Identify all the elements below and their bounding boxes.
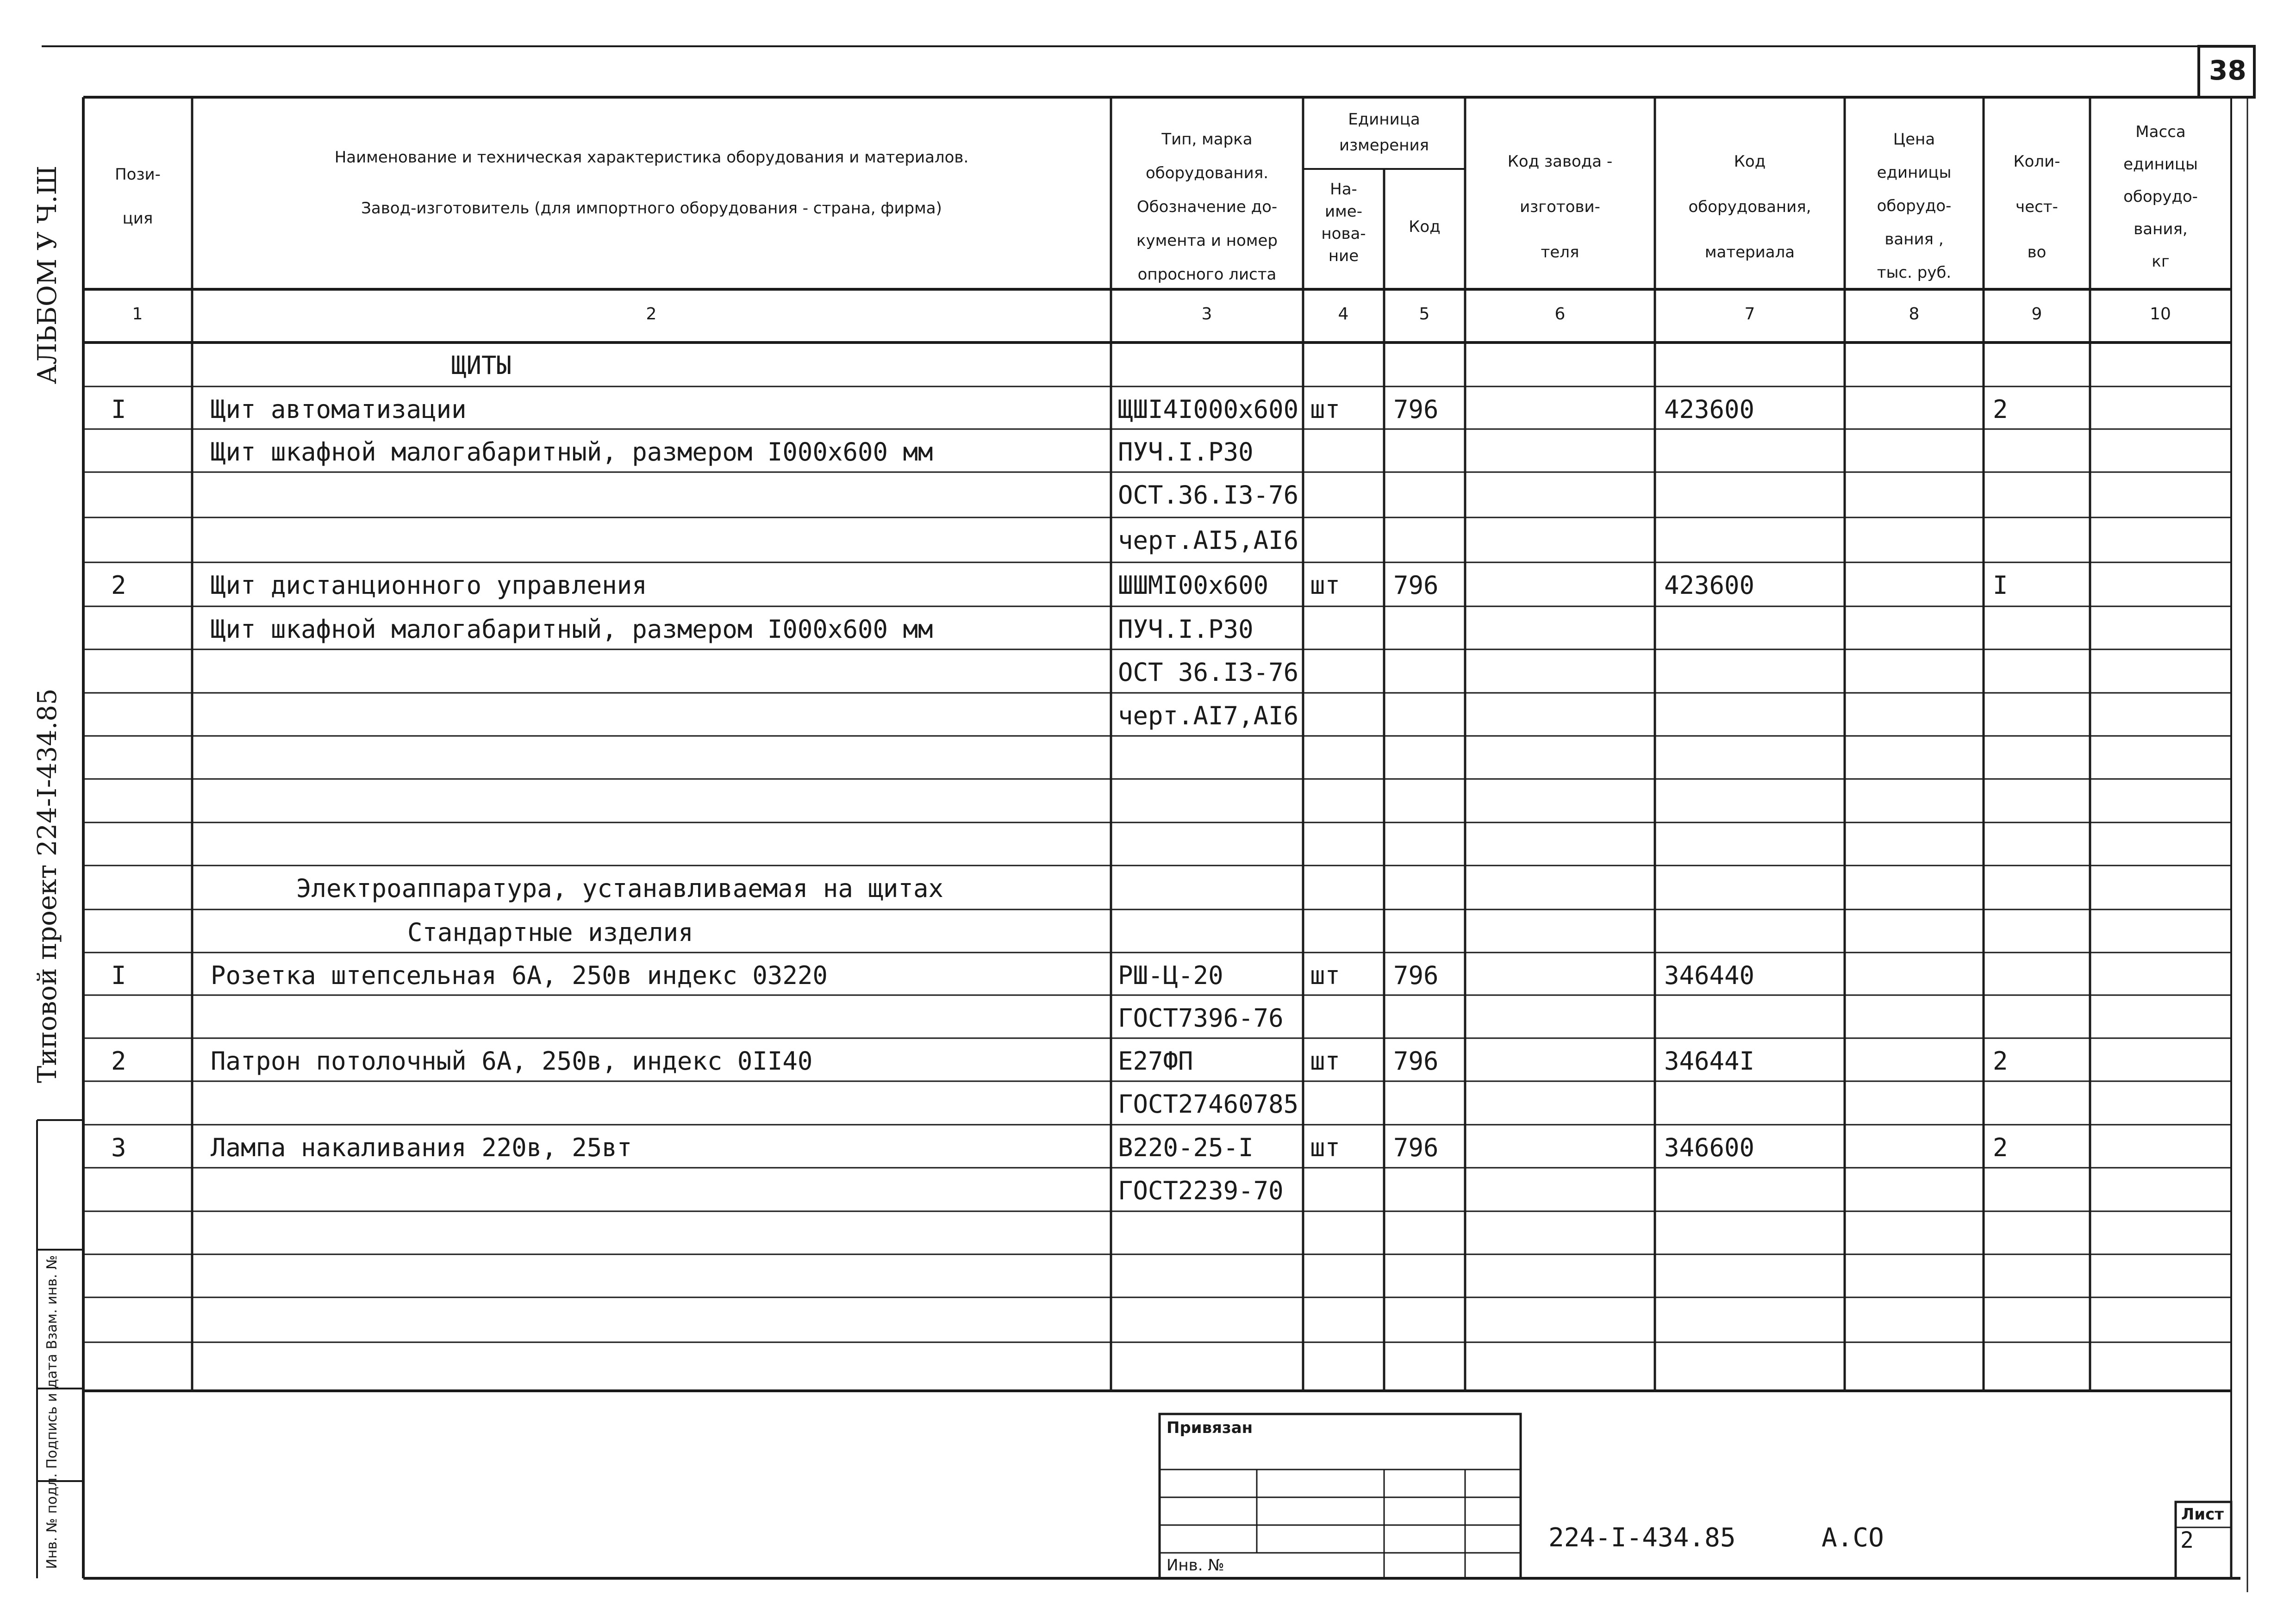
row-name: Щит дистанционного управления [211,571,647,600]
header-mass: Масса единицы оборудо- вания, кг [2123,123,2198,271]
column-number: 5 [1419,305,1430,324]
row-name: Щит шкафной малогабаритный, размером I000х600 мм [211,437,933,467]
header-name-line1: Наименование и техническая характеристика оборудования и материалов. [334,148,969,167]
header-equipment-code: Код оборудования, материала [1688,152,1811,262]
header-type: Тип, марка оборудования. Обозначение до- кумента и номер опросного листа [1136,130,1278,284]
row-quantity: 2 [1993,1046,2008,1076]
row-equipment-code: 346440 [1664,961,1755,990]
project-label: Типовой проект 224-I-434.85 [32,688,62,1083]
document-mark: А.СО [1822,1523,1884,1553]
row-type: ШШМI00х600 [1118,571,1269,600]
column-number: 4 [1338,305,1349,324]
column-number: 10 [2150,305,2171,324]
row-position: I [111,395,126,424]
header-price: Цена единицы оборудо- вания , тыс. руб. [1877,130,1952,282]
row-equipment-code: 34644I [1664,1046,1755,1076]
row-type: ОСТ 36.I3-76 [1118,658,1299,687]
margin-fields-label: Инв. № подл. Подпись и дата Взам. инв. № [44,1255,60,1569]
header-quantity: Коли- чест- во [2013,152,2060,262]
header-plant-code: Код завода - изготови- теля [1507,152,1613,262]
row-unit: шт [1310,395,1341,424]
header-unit-name: На- име- нова- ние [1321,180,1366,265]
column-number: 2 [646,305,657,324]
column-number: 6 [1554,305,1566,324]
row-type: ГОСТ2239-70 [1118,1176,1284,1205]
row-equipment-code: 423600 [1664,395,1755,424]
column-number: 9 [2031,305,2042,324]
row-name: Щит автоматизации [211,395,467,424]
row-quantity: 2 [1993,395,2008,424]
column-number: 8 [1909,305,1920,324]
row-unit-code: 796 [1393,1133,1439,1162]
row-type: Е27ФП [1118,1046,1193,1076]
row-unit: шт [1310,1133,1341,1162]
row-unit: шт [1310,571,1341,600]
row-quantity: 2 [1993,1133,2008,1162]
row-quantity: I [1993,571,2008,600]
row-unit-code: 796 [1393,395,1439,424]
row-type: ЩШI4I000х600 [1118,395,1299,424]
row-type: ОСТ.36.I3-76 [1118,480,1299,510]
page-number: 38 [2209,55,2246,86]
row-unit-code: 796 [1393,571,1439,600]
row-type: ГОСТ7396-76 [1118,1003,1284,1033]
row-unit-code: 796 [1393,1046,1439,1076]
column-number: 1 [132,305,143,324]
row-name: Стандартные изделия [407,918,693,947]
sheet-number: 2 [2180,1527,2194,1553]
stamp-inv-label: Инв. № [1167,1556,1224,1575]
row-type: черт.АI7,АI6 [1118,701,1299,730]
row-name: Электроаппаратура, устанавливаемая на щитах [296,874,943,903]
row-type: В220-25-I [1118,1133,1254,1162]
sheet-label: Лист [2181,1505,2224,1524]
row-type: РШ-Ц-20 [1118,961,1223,990]
header-unit-group: Единица измерения [1339,110,1429,155]
row-position: I [111,961,126,990]
stamp-linked-label: Привязан [1167,1419,1253,1437]
column-number: 7 [1744,305,1755,324]
row-equipment-code: 346600 [1664,1133,1755,1162]
header-unit-code: Код [1409,218,1441,236]
row-unit: шт [1310,1046,1341,1076]
row-type: ГОСТ27460785 [1118,1090,1299,1119]
row-name: Лампа накаливания 220в, 25вт [211,1133,632,1162]
album-label: АЛЬБОМ У Ч.Ш [32,165,62,384]
header-name-line2: Завод-изготовитель (для импортного оборудования - страна, фирма) [361,199,942,218]
row-position: 2 [111,1046,126,1076]
row-unit: шт [1310,961,1341,990]
row-name: Щит шкафной малогабаритный, размером I000х600 мм [211,615,933,644]
header-position: Пози- ция [115,165,161,228]
row-type: ПУЧ.I.Р30 [1118,615,1254,644]
row-name: ЩИТЫ [451,351,512,380]
row-equipment-code: 423600 [1664,571,1755,600]
row-name: Патрон потолочный 6А, 250в, индекс 0II40 [211,1046,813,1076]
column-number: 3 [1201,305,1212,324]
document-code: 224-I-434.85 [1548,1523,1736,1553]
row-position: 2 [111,571,126,600]
row-type: ПУЧ.I.Р30 [1118,437,1254,467]
row-name: Розетка штепсельная 6А, 250в индекс 03220 [211,961,828,990]
row-type: черт.АI5,АI6 [1118,526,1299,555]
row-unit-code: 796 [1393,961,1439,990]
row-position: 3 [111,1133,126,1162]
